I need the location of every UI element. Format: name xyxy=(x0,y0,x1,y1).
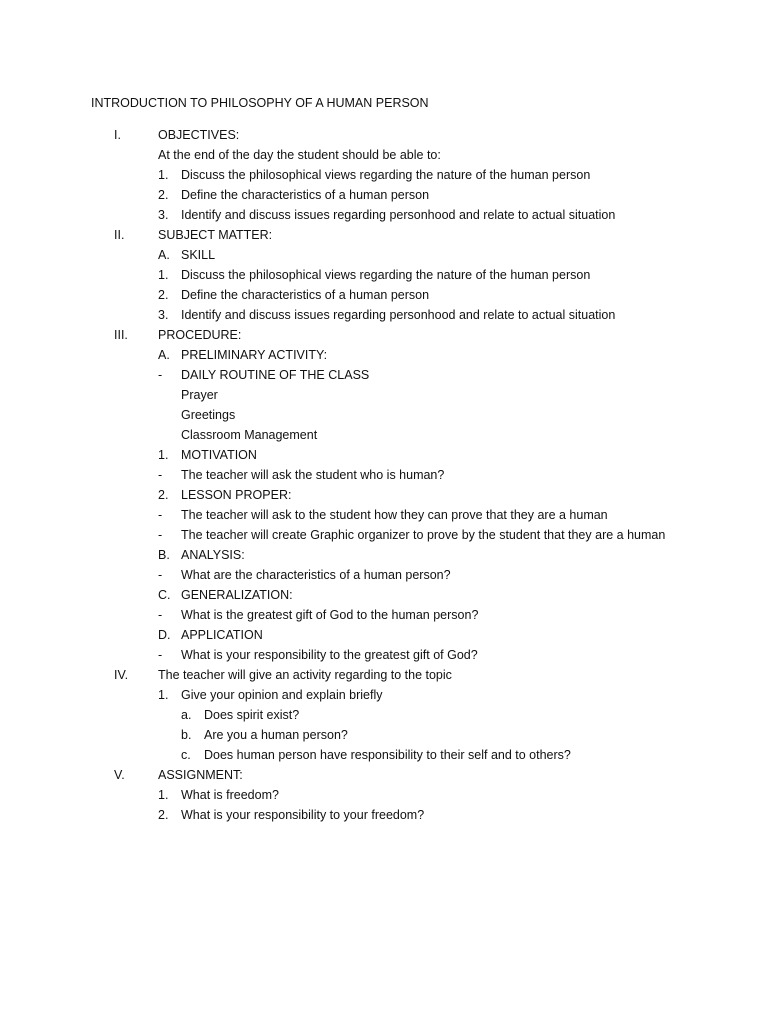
item-text: Give your opinion and explain briefly xyxy=(181,688,383,702)
item-text: Identify and discuss issues regarding personhood and relate to actual situation xyxy=(181,308,616,322)
section-heading: SUBJECT MATTER: xyxy=(158,228,273,242)
section-heading: OBJECTIVES: xyxy=(158,128,240,142)
item-text: What is the greatest gift of God to the human person? xyxy=(181,608,479,622)
item-text: What is your responsibility to your freedom? xyxy=(181,808,425,822)
document-line xyxy=(0,745,768,765)
sub-item-marker: c. xyxy=(181,748,191,762)
item-text: Greetings xyxy=(181,408,236,422)
item-text: What is your responsibility to the greatest gift of God? xyxy=(181,648,478,662)
item-text: The teacher will create Graphic organizer to prove by the student that they are a human xyxy=(181,528,666,542)
section-heading: PROCEDURE: xyxy=(158,328,242,342)
item-marker: - xyxy=(158,468,163,482)
item-text: Discuss the philosophical views regarding the nature of the human person xyxy=(181,168,591,182)
document-line xyxy=(0,265,768,285)
item-marker: - xyxy=(158,528,163,542)
item-text: ANALYSIS: xyxy=(181,548,245,562)
item-marker: D. xyxy=(158,628,171,642)
document-line xyxy=(0,405,768,425)
document-line xyxy=(0,765,768,785)
document-line xyxy=(0,285,768,305)
item-text: Classroom Management xyxy=(181,428,318,442)
item-marker: 3. xyxy=(158,308,169,322)
item-text: LESSON PROPER: xyxy=(181,488,292,502)
document-line xyxy=(0,445,768,465)
document-line xyxy=(0,245,768,265)
item-text: What are the characteristics of a human person? xyxy=(181,568,451,582)
intro-text: At the end of the day the student should be able to: xyxy=(158,148,441,162)
section-numeral: II. xyxy=(114,228,125,242)
item-marker: 1. xyxy=(158,168,169,182)
document-line xyxy=(0,605,768,625)
document-line xyxy=(0,625,768,645)
item-marker: - xyxy=(158,368,163,382)
document-line xyxy=(0,525,768,545)
document-line xyxy=(0,645,768,665)
sub-item-text: Does spirit exist? xyxy=(204,708,300,722)
item-text: What is freedom? xyxy=(181,788,279,802)
document-line xyxy=(0,485,768,505)
section-heading: The teacher will give an activity regarding to the topic xyxy=(158,668,452,682)
document-line xyxy=(0,345,768,365)
item-text: Prayer xyxy=(181,388,218,402)
item-text: DAILY ROUTINE OF THE CLASS xyxy=(181,368,370,382)
document-line xyxy=(0,785,768,805)
item-marker: 1. xyxy=(158,788,169,802)
item-text: Discuss the philosophical views regarding the nature of the human person xyxy=(181,268,591,282)
item-text: GENERALIZATION: xyxy=(181,588,293,602)
item-marker: 3. xyxy=(158,208,169,222)
item-marker: C. xyxy=(158,588,171,602)
document-line xyxy=(0,565,768,585)
item-text: SKILL xyxy=(181,248,216,262)
item-marker: - xyxy=(158,648,163,662)
sub-item-text: Does human person have responsibility to their self and to others? xyxy=(204,748,571,762)
section-numeral: V. xyxy=(114,768,125,782)
item-text: Define the characteristics of a human person xyxy=(181,288,430,302)
document-line xyxy=(0,705,768,725)
item-marker: - xyxy=(158,608,163,622)
sub-item-marker: b. xyxy=(181,728,192,742)
item-text: The teacher will ask the student who is human? xyxy=(181,468,445,482)
item-marker: A. xyxy=(158,348,170,362)
item-marker: - xyxy=(158,568,163,582)
item-text: Identify and discuss issues regarding personhood and relate to actual situation xyxy=(181,208,616,222)
item-marker: 1. xyxy=(158,448,169,462)
sub-item-marker: a. xyxy=(181,708,192,722)
item-text: MOTIVATION xyxy=(181,448,257,462)
document-line xyxy=(0,305,768,325)
document-line xyxy=(0,665,768,685)
document-line xyxy=(0,805,768,825)
section-numeral: I. xyxy=(114,128,121,142)
document-line xyxy=(0,205,768,225)
item-marker: 1. xyxy=(158,688,169,702)
document-line xyxy=(0,685,768,705)
item-marker: - xyxy=(158,508,163,522)
document-title: INTRODUCTION TO PHILOSOPHY OF A HUMAN PERSON xyxy=(91,96,429,110)
document-line xyxy=(0,725,768,745)
document-line xyxy=(0,125,768,145)
item-marker: 1. xyxy=(158,268,169,282)
document-line xyxy=(0,585,768,605)
item-marker: 2. xyxy=(158,488,169,502)
item-text: Define the characteristics of a human person xyxy=(181,188,430,202)
lesson-plan-body xyxy=(0,125,768,825)
item-marker: 2. xyxy=(158,808,169,822)
document-line xyxy=(0,325,768,345)
item-text: PRELIMINARY ACTIVITY: xyxy=(181,348,328,362)
document-line xyxy=(0,425,768,445)
item-marker: 2. xyxy=(158,188,169,202)
section-numeral: III. xyxy=(114,328,128,342)
document-line xyxy=(0,465,768,485)
document-line xyxy=(0,385,768,405)
document-line xyxy=(0,185,768,205)
item-marker: B. xyxy=(158,548,170,562)
sub-item-text: Are you a human person? xyxy=(204,728,348,742)
section-heading: ASSIGNMENT: xyxy=(158,768,243,782)
document-line xyxy=(0,545,768,565)
item-text: The teacher will ask to the student how they can prove that they are a human xyxy=(181,508,608,522)
document-line xyxy=(0,165,768,185)
item-marker: A. xyxy=(158,248,170,262)
item-text: APPLICATION xyxy=(181,628,263,642)
document-line xyxy=(0,505,768,525)
document-line xyxy=(0,225,768,245)
document-line xyxy=(0,365,768,385)
section-numeral: IV. xyxy=(114,668,129,682)
document-line xyxy=(0,145,768,165)
item-marker: 2. xyxy=(158,288,169,302)
